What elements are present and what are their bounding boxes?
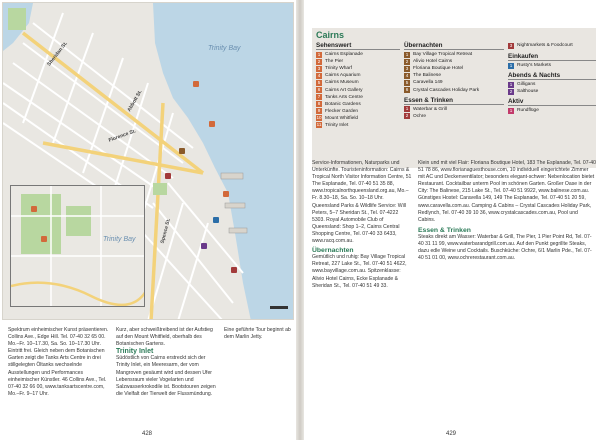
legend-item[interactable] <box>404 106 504 113</box>
map-pin[interactable] <box>231 267 237 273</box>
legend-text: Cairns Aquarium <box>325 73 361 79</box>
map-legend <box>312 28 596 168</box>
legend-heading: Einkaufen <box>508 53 596 61</box>
legend-text: Bay Village Tropical Retreat <box>413 52 473 58</box>
legend-number: 10 <box>316 115 322 121</box>
legend-item[interactable] <box>316 65 400 72</box>
text-paragraph: Spektrum einheimischer Kunst präsentieren. Collins Ave., Edge Hill. Tel. 07-40 32 65 00. Mo.–Fr. 10–17.30, Sa. So. 10–17.30 Uhr. Eintritt frei. Gleich neben dem Botanischen Garten zeigt die Tanks Arts Centre in drei stillgelegten Öltanks wechselnde Ausstellungen und Performances einheimischer Künstler. 46 Collins Ave., Tel. 07-40 32 66 00, www.tanksartscentre.com, Mo.–Fr. 9–17 Uhr. <box>8 327 109 397</box>
legend-item[interactable] <box>508 42 596 49</box>
legend-text: Trinity Inlet <box>325 122 349 128</box>
legend-number: 1 <box>509 81 513 87</box>
legend-item[interactable] <box>404 58 504 65</box>
map-scale-bar <box>270 306 288 309</box>
map-pin[interactable] <box>223 191 229 197</box>
legend-item[interactable] <box>316 58 400 65</box>
legend-number: 6 <box>317 87 321 93</box>
legend-item[interactable] <box>316 115 400 122</box>
map-pin[interactable] <box>193 81 199 87</box>
legend-number: 2 <box>509 88 513 94</box>
legend-title: Cairns <box>316 30 345 40</box>
text-paragraph: Südöstlich von Cairns erstreckt sich der Trinity Inlet, ein Meeresarm, der vom Mangroven gesäumt wird und dessen Ufer Lebensraum vieler Vogelarten und Salzwasserkrokodile ist. Bootstouren zeigen die Vielfalt der Tierwelt der Flussmündung. <box>116 355 216 397</box>
legend-text: Rusty's Markets <box>517 63 551 69</box>
legend-number: 2 <box>317 58 321 64</box>
map-street-label: Spence St. <box>159 217 172 245</box>
legend-number: 6 <box>405 87 409 93</box>
legend-number: 2 <box>405 113 409 119</box>
legend-item[interactable] <box>316 86 400 93</box>
right-page <box>304 0 600 440</box>
legend-item[interactable] <box>316 72 400 79</box>
legend-text: Cairns Museum <box>325 80 359 86</box>
left-column-a <box>8 327 112 398</box>
legend-text: Botanic Gardens <box>325 101 361 107</box>
legend-number: 5 <box>405 79 409 85</box>
legend-item[interactable] <box>404 72 504 79</box>
legend-text: Cairns Art Gallery <box>325 87 363 93</box>
map-street-label: Abbott St. <box>126 89 144 113</box>
legend-item[interactable] <box>316 79 400 86</box>
legend-number: 1 <box>509 62 513 68</box>
legend-text: Floriana Boutique Hotel <box>413 66 464 72</box>
legend-item[interactable] <box>508 62 596 69</box>
legend-text: Crystal Cascades Holiday Park <box>413 87 480 93</box>
left-column-c <box>224 327 292 341</box>
text-paragraph: Steaks direkt am Wasser: Waterbar & Grill, The Pier, 1 Pier Point Rd, Tel. 07-40 31 11 99, www.waterbarandgrill.com.au. Auf den Punkt gegrillte Steaks, dazu edle Weine und Cocktails. Buschküche: Ochre, 6/1 Marlin Pde., Tel. 07-40 51 01 00, www.ochrerestaurant.com.au. <box>418 233 592 262</box>
legend-number: 4 <box>405 72 409 78</box>
legend-item[interactable] <box>508 88 596 95</box>
text-paragraph: Gemütlich und ruhig: Bay Village Tropical Retreat, 227 Lake St., Tel. 07-40 51 4622, www.bayvillage.com.au. Spitzenklasse: Alivio Hotel Cairns, Ecke Esplanade & Sheridan St., Tel. 07-40 51 49 33. <box>312 254 407 289</box>
legend-number: 1 <box>509 107 513 113</box>
left-page <box>0 0 296 440</box>
inset-pin[interactable] <box>31 206 37 212</box>
legend-text: Gilligans <box>517 82 536 88</box>
legend-item[interactable] <box>316 108 400 115</box>
legend-heading: Sehenswert <box>316 42 400 50</box>
map-pin[interactable] <box>165 173 171 179</box>
legend-column-misc <box>508 42 596 114</box>
legend-number: 3 <box>405 65 409 71</box>
legend-text: Flecker Garden <box>325 108 359 114</box>
inset-pin[interactable] <box>41 236 47 242</box>
legend-item[interactable] <box>508 107 596 114</box>
legend-item[interactable] <box>316 94 400 101</box>
legend-item[interactable] <box>316 101 400 108</box>
legend-item[interactable] <box>404 86 504 93</box>
legend-text: Waterbar & Grill <box>413 106 447 112</box>
text-paragraph: Klein und mit viel Flair: Floriana Boutique Hotel, 183 The Esplanade, Tel. 07-40 51 78 86, www.florianaguesthouse.com, 10 individuell eingerichtete Zimmer mit AC und Deckenventilator; besonders elegant-schwer: Nebenlocation bietet Restaurant. Cocktailbar unterm Pool im schönen Garten. Großer Oase in der City: The Balinese, 215 Lake St., Tel. 07-40 51 9922, www.balinese.com.au. Günstiges Hostel: Caravella 149, 149 The Esplanade, Tel. 07-40 51 20 59, www.caravella.com.au. Camping & Cabins – Crystal Cascades Holiday Park, Redlynch, Tel. 07-40 39 10 36, www.crystalcascades.com.au, Pool und Cabins. <box>418 160 596 223</box>
legend-text: Nightmarkets & Foodcourt <box>517 43 573 49</box>
section-heading: Trinity Inlet <box>116 348 154 356</box>
legend-heading: Übernachten <box>404 42 504 50</box>
legend-text: Salthouse <box>517 89 539 95</box>
legend-text: Tanks Arts Centre <box>325 94 363 100</box>
legend-text: Mount Whitfield <box>325 115 359 121</box>
legend-number: 11 <box>316 122 322 128</box>
section-heading: Essen & Trinken <box>418 226 471 234</box>
map-pin[interactable] <box>209 121 215 127</box>
legend-text: Ochre <box>413 113 427 119</box>
legend-number: 2 <box>405 58 409 64</box>
legend-text: Alivio Hotel Cairns <box>413 59 453 65</box>
legend-text: Rundflüge <box>517 108 539 114</box>
legend-item[interactable] <box>404 51 504 58</box>
inset-water-label: Trinity Bay <box>103 236 136 243</box>
inset-drawing <box>11 186 145 307</box>
legend-number: 8 <box>317 101 321 107</box>
map-pin[interactable] <box>179 148 185 154</box>
legend-item[interactable] <box>508 81 596 88</box>
legend-number: 1 <box>405 51 409 57</box>
text-paragraph: Eine geführte Tour beginnt ab dem Marlin Jetty. <box>224 327 291 341</box>
legend-number: 1 <box>317 51 321 57</box>
book-gutter <box>296 0 304 440</box>
legend-number: 3 <box>509 42 513 48</box>
legend-text: Cairns Esplanade <box>325 52 363 58</box>
legend-number: 3 <box>317 65 321 71</box>
map-pin[interactable] <box>213 217 219 223</box>
legend-heading: Essen & Trinken <box>404 97 504 105</box>
legend-column-sights <box>316 42 400 129</box>
legend-number: 5 <box>317 79 321 85</box>
text-paragraph: Service-Informationen, Naturparks und Unterkünfte. Touristeninformation: Cairns & Tropical North Visitor Information Centre, 51 The Esplanade, Tel. 07-40 51 35 88, www.tropicalnorthqueensland.org.au, Mo.–Fr. 8.30–18, Sa. So. 10–18 Uhr. Queensland Parks & Wildlife Service: Will Peters, 5–7 Sheridan St., Tel. 07-4222 5303. Royal Automobile Club of Queensland: Shop 1–2, Cairns Central Shopping Centre, Tel. 07-40 33 6433, www.racq.com.au. <box>312 160 412 245</box>
legend-number: 9 <box>317 108 321 114</box>
map-street-label: Florence St. <box>107 128 137 144</box>
legend-text: The Pier <box>325 59 344 65</box>
legend-heading: Aktiv <box>508 98 596 106</box>
map-pin[interactable] <box>201 243 207 249</box>
legend-item[interactable] <box>404 113 504 120</box>
section-heading: Übernachten <box>312 247 354 255</box>
legend-number: 7 <box>317 94 321 100</box>
legend-text: Trinity Wharf <box>325 66 353 72</box>
legend-text: The Balinese <box>413 73 441 79</box>
right-column-a <box>312 160 412 290</box>
map-inset[interactable] <box>10 185 145 307</box>
legend-column-hotels <box>404 42 504 120</box>
map-street-label: Sheridan St. <box>46 40 69 68</box>
legend-number: 1 <box>405 106 409 112</box>
page-number: 429 <box>446 431 457 437</box>
page-number: 428 <box>142 431 153 437</box>
legend-text: Caravella 149 <box>413 80 443 86</box>
map-water-label: Trinity Bay <box>208 45 241 52</box>
text-paragraph: Kurz, aber schweißtreibend ist der Aufstieg auf den Mount Whitfield, oberhalb des Botanischen Gartens. <box>116 327 213 348</box>
legend-heading: Abends & Nachts <box>508 72 596 80</box>
legend-item[interactable] <box>316 51 400 58</box>
city-map[interactable] <box>2 2 294 320</box>
legend-number: 4 <box>317 72 321 78</box>
right-column-b <box>418 160 596 262</box>
legend-item[interactable] <box>404 65 504 72</box>
legend-item[interactable] <box>404 79 504 86</box>
left-column-b <box>116 327 220 398</box>
legend-item[interactable] <box>316 122 400 129</box>
